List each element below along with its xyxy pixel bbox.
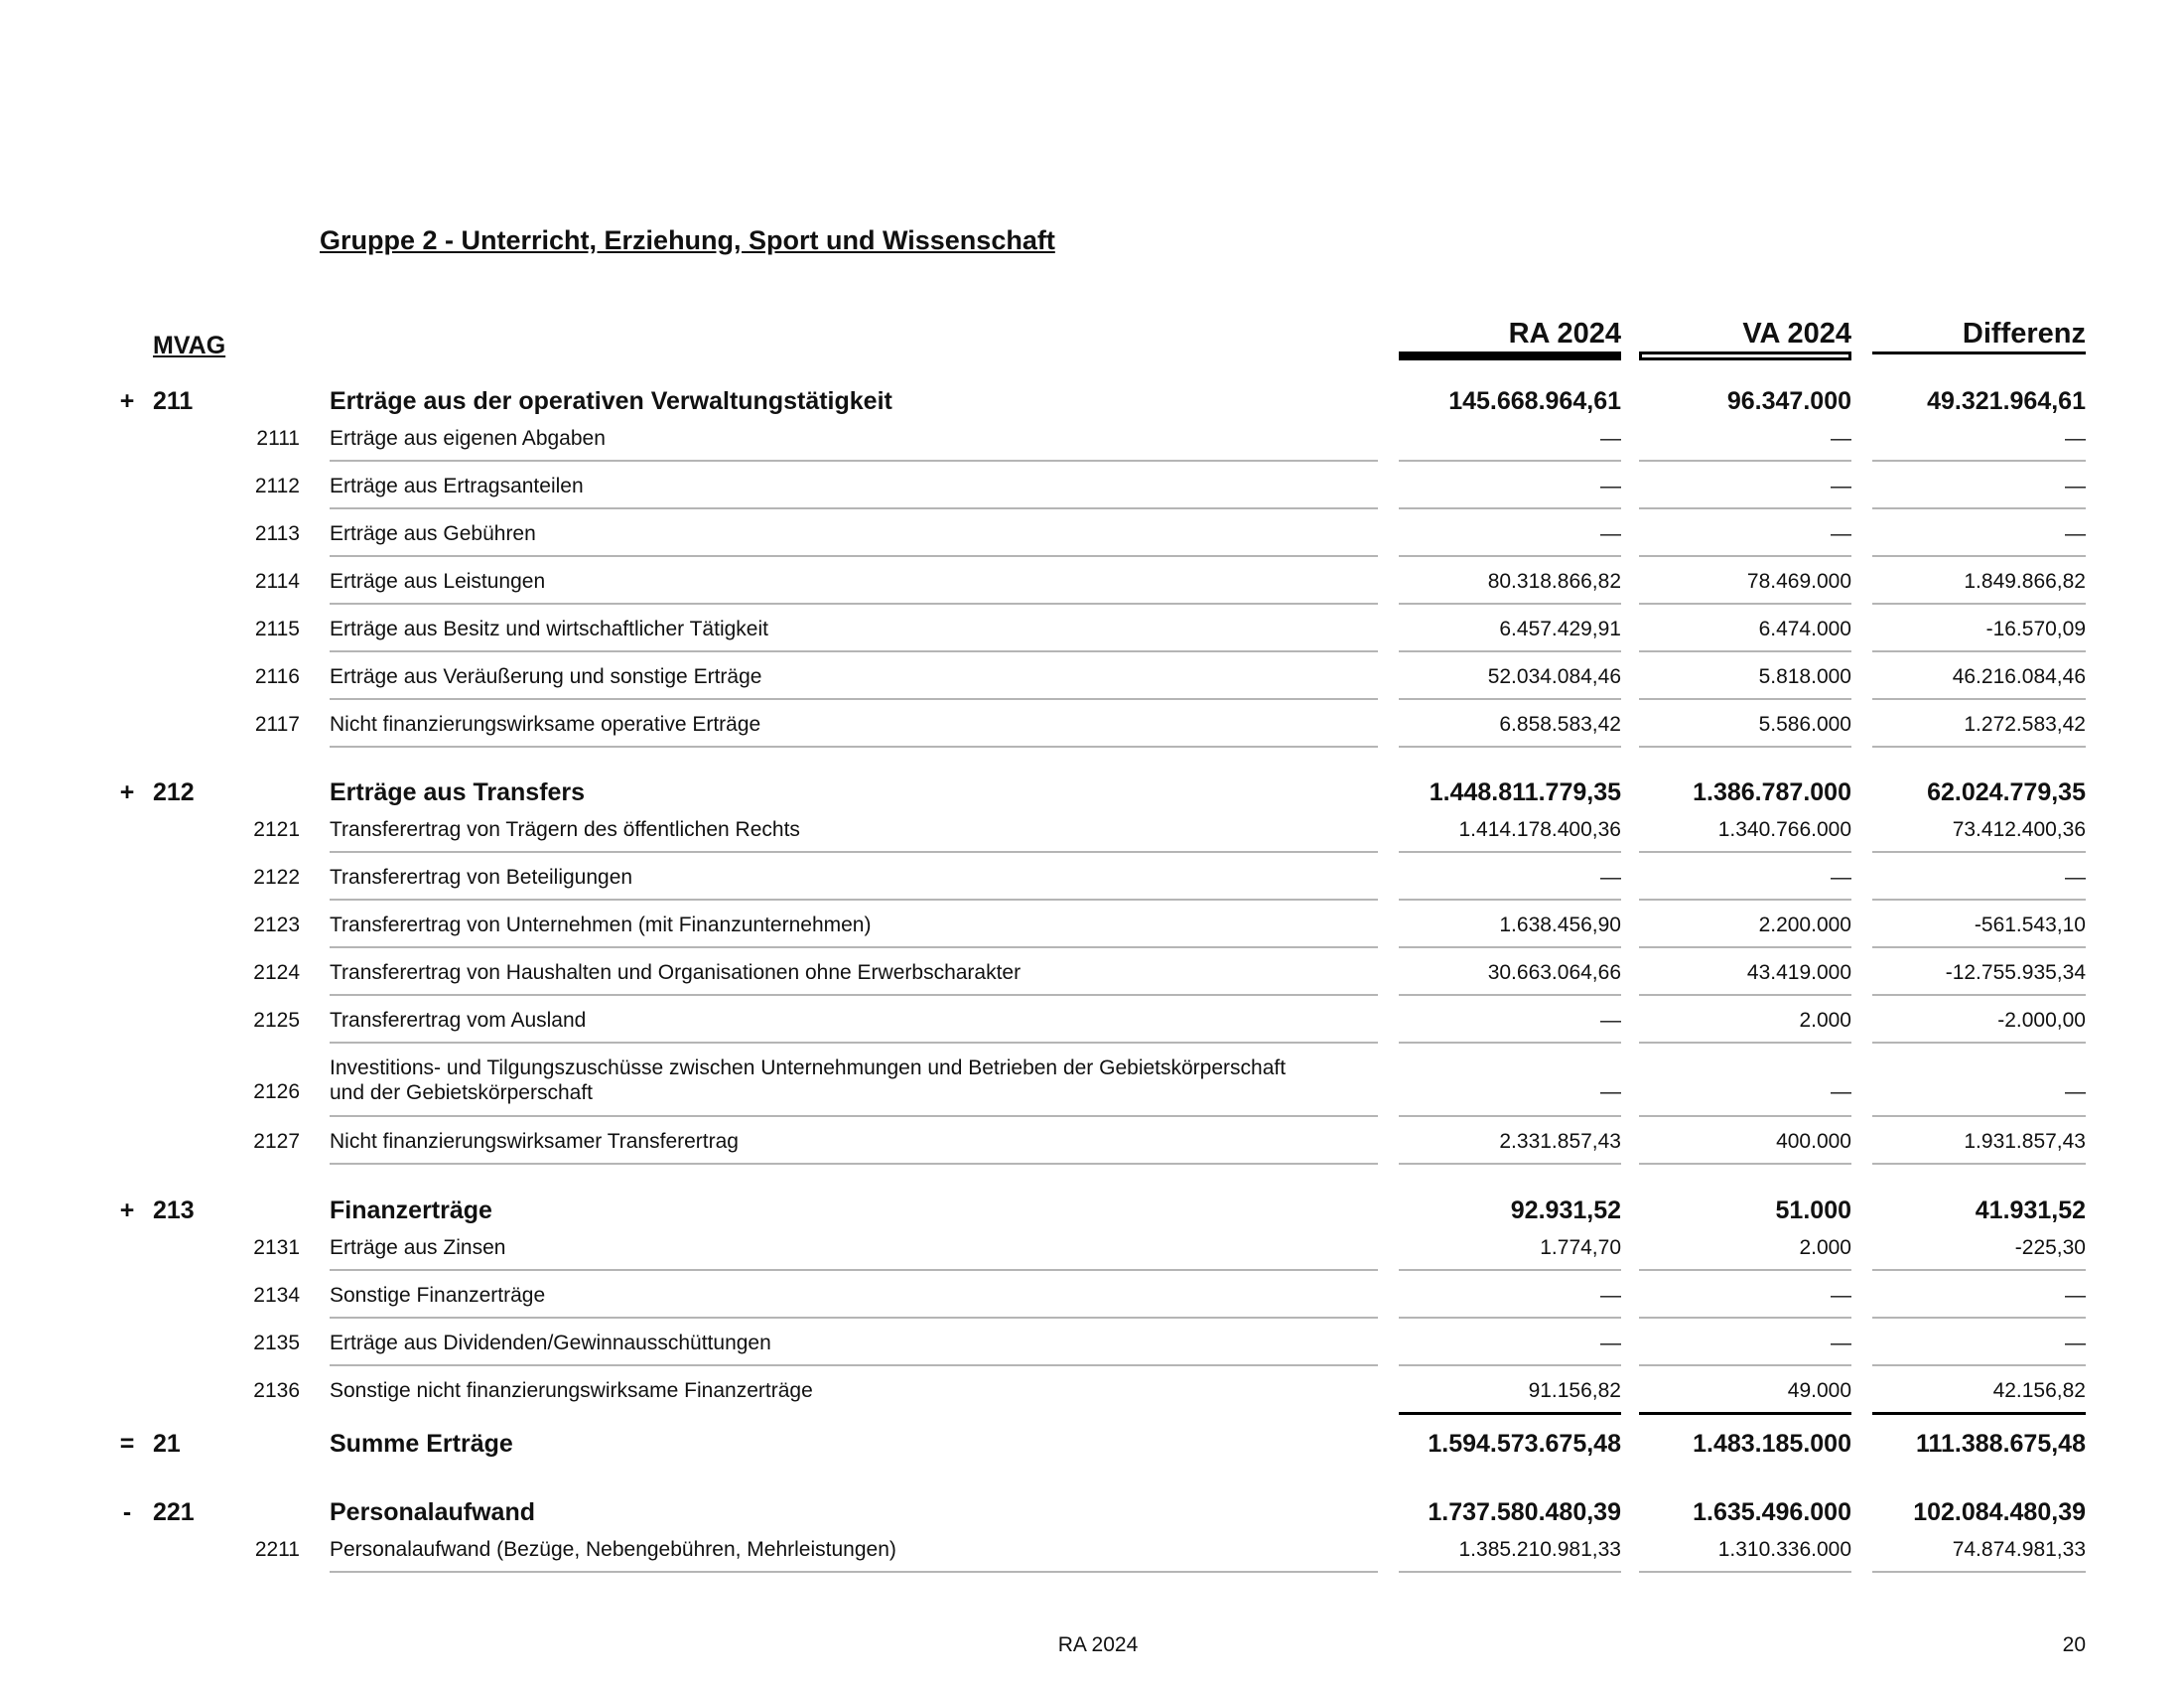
row-separator: [1399, 994, 1621, 996]
line-item-label: Erträge aus Leistungen: [330, 570, 546, 593]
row-separator: [330, 1163, 1378, 1165]
row-separator: [1399, 946, 1621, 948]
ra-value: 1.594.573.675,48: [1428, 1430, 1621, 1458]
line-item-label: Erträge aus Zinsen: [330, 1236, 506, 1259]
mvag-code: 211: [153, 387, 194, 415]
diff-value: —: [2065, 1332, 2086, 1354]
row-separator: [1639, 1412, 1851, 1415]
diff-value: 73.412.400,36: [1952, 818, 2086, 841]
ra-value: —: [1600, 475, 1621, 497]
row-separator: [1399, 1163, 1621, 1165]
row-separator: [1399, 1571, 1621, 1573]
page-title: Gruppe 2 - Unterricht, Erziehung, Sport und Wissenschaft: [320, 225, 1055, 255]
line-item-code: 2125: [253, 1009, 300, 1032]
line-item-code: 2121: [253, 818, 300, 841]
row-separator: [330, 1042, 1378, 1044]
diff-value: 62.024.779,35: [1927, 778, 2086, 806]
ra-value: 92.931,52: [1510, 1196, 1621, 1224]
line-item-code: 2127: [253, 1130, 300, 1153]
row-separator: [1872, 460, 2086, 462]
line-item-label: Erträge aus Veräußerung und sonstige Erträge: [330, 665, 762, 688]
ra-value: 1.385.210.981,33: [1458, 1538, 1621, 1561]
row-separator: [330, 994, 1378, 996]
line-item-code: 2123: [253, 914, 300, 936]
row-separator: [330, 746, 1378, 748]
ra-value: 1.414.178.400,36: [1458, 818, 1621, 841]
line-item-label: Transferertrag von Beteiligungen: [330, 866, 633, 889]
va-value: 1.483.185.000: [1693, 1430, 1851, 1458]
va-value: 6.474.000: [1758, 618, 1851, 640]
row-separator: [1639, 1364, 1851, 1366]
va-value: —: [1831, 1332, 1851, 1354]
line-item-code: 2112: [254, 475, 300, 497]
diff-header-bar: [1872, 352, 2086, 354]
row-separator: [330, 851, 1378, 853]
row-sign: +: [119, 1196, 135, 1224]
diff-value: -16.570,09: [1985, 618, 2086, 640]
va-value: —: [1831, 1284, 1851, 1307]
row-separator: [1639, 1571, 1851, 1573]
line-item-code: 2122: [253, 866, 300, 889]
diff-value: -2.000,00: [1997, 1009, 2086, 1032]
ra-value: 1.737.580.480,39: [1428, 1498, 1621, 1526]
ra-value: 1.774,70: [1540, 1236, 1621, 1259]
column-header-va: VA 2024: [1742, 318, 1851, 350]
row-separator: [1399, 698, 1621, 700]
ra-header-bar: [1399, 352, 1621, 360]
va-header-bar: [1639, 352, 1851, 360]
ra-value: —: [1600, 866, 1621, 889]
line-item-label: Erträge aus Dividenden/Gewinnausschüttungen: [330, 1332, 771, 1354]
row-separator: [1399, 460, 1621, 462]
row-separator: [1399, 1042, 1621, 1044]
row-separator: [1639, 1163, 1851, 1165]
row-separator: [330, 1115, 1378, 1117]
row-separator: [1639, 650, 1851, 652]
diff-value: 41.931,52: [1975, 1196, 2086, 1224]
diff-value: -561.543,10: [1974, 914, 2086, 936]
ra-value: 1.638.456,90: [1499, 914, 1621, 936]
diff-value: —: [2065, 866, 2086, 889]
column-header-diff: Differenz: [1962, 318, 2086, 350]
row-separator: [1399, 1317, 1621, 1319]
row-separator: [1399, 1364, 1621, 1366]
row-separator: [1872, 698, 2086, 700]
diff-value: 1.272.583,42: [1964, 713, 2086, 736]
mvag-code: 212: [153, 778, 195, 806]
va-value: 2.200.000: [1758, 914, 1851, 936]
row-separator: [330, 555, 1378, 557]
row-separator: [330, 1571, 1378, 1573]
line-item-label: Erträge aus Gebühren: [330, 522, 536, 545]
va-value: —: [1831, 866, 1851, 889]
va-value: 49.000: [1787, 1379, 1851, 1402]
row-separator: [1872, 1269, 2086, 1271]
ra-value: 145.668.964,61: [1448, 387, 1621, 415]
mvag-code: 213: [153, 1196, 195, 1224]
row-separator: [330, 899, 1378, 901]
va-value: —: [1831, 1080, 1851, 1103]
va-value: 5.586.000: [1758, 713, 1851, 736]
row-separator: [1872, 946, 2086, 948]
ra-value: —: [1600, 1284, 1621, 1307]
diff-value: 49.321.964,61: [1927, 387, 2086, 415]
line-item-label: Nicht finanzierungswirksamer Transferertrag: [330, 1130, 739, 1153]
row-separator: [1872, 555, 2086, 557]
row-separator: [1639, 1317, 1851, 1319]
row-separator: [1639, 994, 1851, 996]
line-item-label: Personalaufwand (Bezüge, Nebengebühren, Mehrleistungen): [330, 1538, 896, 1561]
row-sign: +: [119, 778, 135, 806]
diff-value: —: [2065, 475, 2086, 497]
diff-value: 1.849.866,82: [1964, 570, 2086, 593]
row-separator: [1872, 650, 2086, 652]
row-separator: [1639, 1269, 1851, 1271]
va-value: 78.469.000: [1746, 570, 1851, 593]
ra-value: —: [1600, 1080, 1621, 1103]
row-separator: [330, 650, 1378, 652]
row-separator: [1399, 746, 1621, 748]
ra-value: 91.156,82: [1528, 1379, 1621, 1402]
row-sign: =: [119, 1430, 135, 1458]
row-sign: -: [122, 1498, 132, 1526]
row-separator: [1639, 555, 1851, 557]
row-separator: [1639, 698, 1851, 700]
line-item-code: 2124: [253, 961, 300, 984]
va-value: 5.818.000: [1758, 665, 1851, 688]
line-item-code: 2117: [254, 713, 300, 736]
diff-value: —: [2065, 1284, 2086, 1307]
row-separator: [1399, 1412, 1621, 1415]
row-separator: [1872, 1364, 2086, 1366]
row-separator: [1639, 899, 1851, 901]
line-item-label: Investitions- und Tilgungszuschüsse zwischen Unternehmungen und Betrieben der Gebietskörperschaft: [330, 1056, 1287, 1079]
row-separator: [1639, 603, 1851, 605]
row-separator: [1639, 1115, 1851, 1117]
row-separator: [330, 460, 1378, 462]
line-item-label: Sonstige Finanzerträge: [330, 1284, 546, 1307]
group-label: Finanzerträge: [330, 1196, 492, 1224]
row-separator: [330, 1364, 1378, 1366]
row-separator: [1872, 746, 2086, 748]
va-value: —: [1831, 427, 1851, 450]
row-separator: [330, 507, 1378, 509]
row-separator: [1872, 1571, 2086, 1573]
row-separator: [330, 1317, 1378, 1319]
group-label: Personalaufwand: [330, 1498, 535, 1526]
mvag-header: MVAG: [153, 332, 226, 359]
va-value: 96.347.000: [1726, 387, 1851, 415]
va-value: 2.000: [1799, 1009, 1851, 1032]
row-separator: [330, 1269, 1378, 1271]
ra-value: 52.034.084,46: [1487, 665, 1621, 688]
line-item-code: 2134: [253, 1284, 300, 1307]
ra-value: 6.457.429,91: [1499, 618, 1621, 640]
line-item-label: Nicht finanzierungswirksame operative Erträge: [330, 713, 761, 736]
va-value: 43.419.000: [1746, 961, 1851, 984]
row-separator: [1399, 851, 1621, 853]
va-value: —: [1831, 522, 1851, 545]
diff-value: 46.216.084,46: [1952, 665, 2086, 688]
va-value: 1.310.336.000: [1717, 1538, 1851, 1561]
row-separator: [1872, 1115, 2086, 1117]
row-separator: [330, 946, 1378, 948]
row-separator: [1399, 555, 1621, 557]
row-separator: [1399, 1115, 1621, 1117]
row-separator: [330, 698, 1378, 700]
row-separator: [1639, 946, 1851, 948]
mvag-code: 21: [153, 1430, 181, 1458]
row-separator: [1399, 603, 1621, 605]
row-separator: [1399, 507, 1621, 509]
row-separator: [1872, 507, 2086, 509]
line-item-code: 2131: [253, 1236, 300, 1259]
line-item-label: Erträge aus Ertragsanteilen: [330, 475, 584, 497]
va-value: 400.000: [1776, 1130, 1851, 1153]
ra-value: —: [1600, 1332, 1621, 1354]
row-separator: [1872, 603, 2086, 605]
line-item-code: 2126: [253, 1080, 300, 1103]
line-item-label: Transferertrag von Unternehmen (mit Finanzunternehmen): [330, 914, 872, 936]
row-separator: [1639, 1042, 1851, 1044]
line-item-label-continued: und der Gebietskörperschaft: [330, 1081, 593, 1104]
row-separator: [1872, 899, 2086, 901]
diff-value: 1.931.857,43: [1964, 1130, 2086, 1153]
row-separator: [1872, 994, 2086, 996]
ra-value: 1.448.811.779,35: [1429, 778, 1621, 806]
row-separator: [1639, 460, 1851, 462]
diff-value: 74.874.981,33: [1952, 1538, 2086, 1561]
row-separator: [1872, 851, 2086, 853]
ra-value: —: [1600, 522, 1621, 545]
group-label: Erträge aus Transfers: [330, 778, 586, 806]
line-item-label: Transferertrag vom Ausland: [330, 1009, 587, 1032]
line-item-label: Sonstige nicht finanzierungswirksame Finanzerträge: [330, 1379, 813, 1402]
ra-value: 30.663.064,66: [1487, 961, 1621, 984]
va-value: 51.000: [1775, 1196, 1851, 1224]
row-separator: [1639, 851, 1851, 853]
line-item-code: 2135: [253, 1332, 300, 1354]
diff-value: 42.156,82: [1992, 1379, 2086, 1402]
diff-value: 111.388.675,48: [1915, 1430, 2086, 1458]
line-item-code: 2114: [254, 570, 300, 593]
line-item-code: 2113: [254, 522, 300, 545]
line-item-code: 2136: [253, 1379, 300, 1402]
va-value: 1.340.766.000: [1717, 818, 1851, 841]
row-separator: [1872, 1317, 2086, 1319]
row-sign: +: [119, 387, 135, 415]
diff-value: -225,30: [2014, 1236, 2086, 1259]
mvag-code: 221: [153, 1498, 195, 1526]
row-separator: [1872, 1163, 2086, 1165]
diff-value: —: [2065, 1080, 2086, 1103]
ra-value: 2.331.857,43: [1499, 1130, 1621, 1153]
group-label: Summe Erträge: [330, 1430, 513, 1458]
va-value: 1.635.496.000: [1693, 1498, 1851, 1526]
va-value: 2.000: [1799, 1236, 1851, 1259]
group-label: Erträge aus der operativen Verwaltungstätigkeit: [330, 387, 892, 415]
footer-label: RA 2024: [1057, 1633, 1139, 1656]
line-item-code: 2116: [254, 665, 300, 688]
row-separator: [1872, 1042, 2086, 1044]
row-separator: [1399, 899, 1621, 901]
row-separator: [330, 603, 1378, 605]
line-item-code: 2111: [256, 427, 300, 450]
diff-value: —: [2065, 522, 2086, 545]
ra-value: —: [1600, 427, 1621, 450]
line-item-label: Erträge aus Besitz und wirtschaftlicher Tätigkeit: [330, 618, 768, 640]
va-value: 1.386.787.000: [1693, 778, 1851, 806]
ra-value: 6.858.583,42: [1499, 713, 1621, 736]
page-number: 20: [2062, 1633, 2086, 1656]
line-item-label: Transferertrag von Haushalten und Organisationen ohne Erwerbscharakter: [330, 961, 1022, 984]
row-separator: [1399, 650, 1621, 652]
row-separator: [1872, 1412, 2086, 1415]
diff-value: 102.084.480,39: [1913, 1498, 2086, 1526]
va-value: —: [1831, 475, 1851, 497]
diff-value: -12.755.935,34: [1945, 961, 2086, 984]
line-item-code: 2115: [254, 618, 300, 640]
row-separator: [1399, 1269, 1621, 1271]
line-item-code: 2211: [254, 1538, 300, 1561]
column-header-ra: RA 2024: [1508, 318, 1621, 350]
ra-value: —: [1600, 1009, 1621, 1032]
diff-value: —: [2065, 427, 2086, 450]
ra-value: 80.318.866,82: [1487, 570, 1621, 593]
row-separator: [1639, 507, 1851, 509]
line-item-label: Erträge aus eigenen Abgaben: [330, 427, 606, 450]
row-separator: [1639, 746, 1851, 748]
line-item-label: Transferertrag von Trägern des öffentlichen Rechts: [330, 818, 800, 841]
